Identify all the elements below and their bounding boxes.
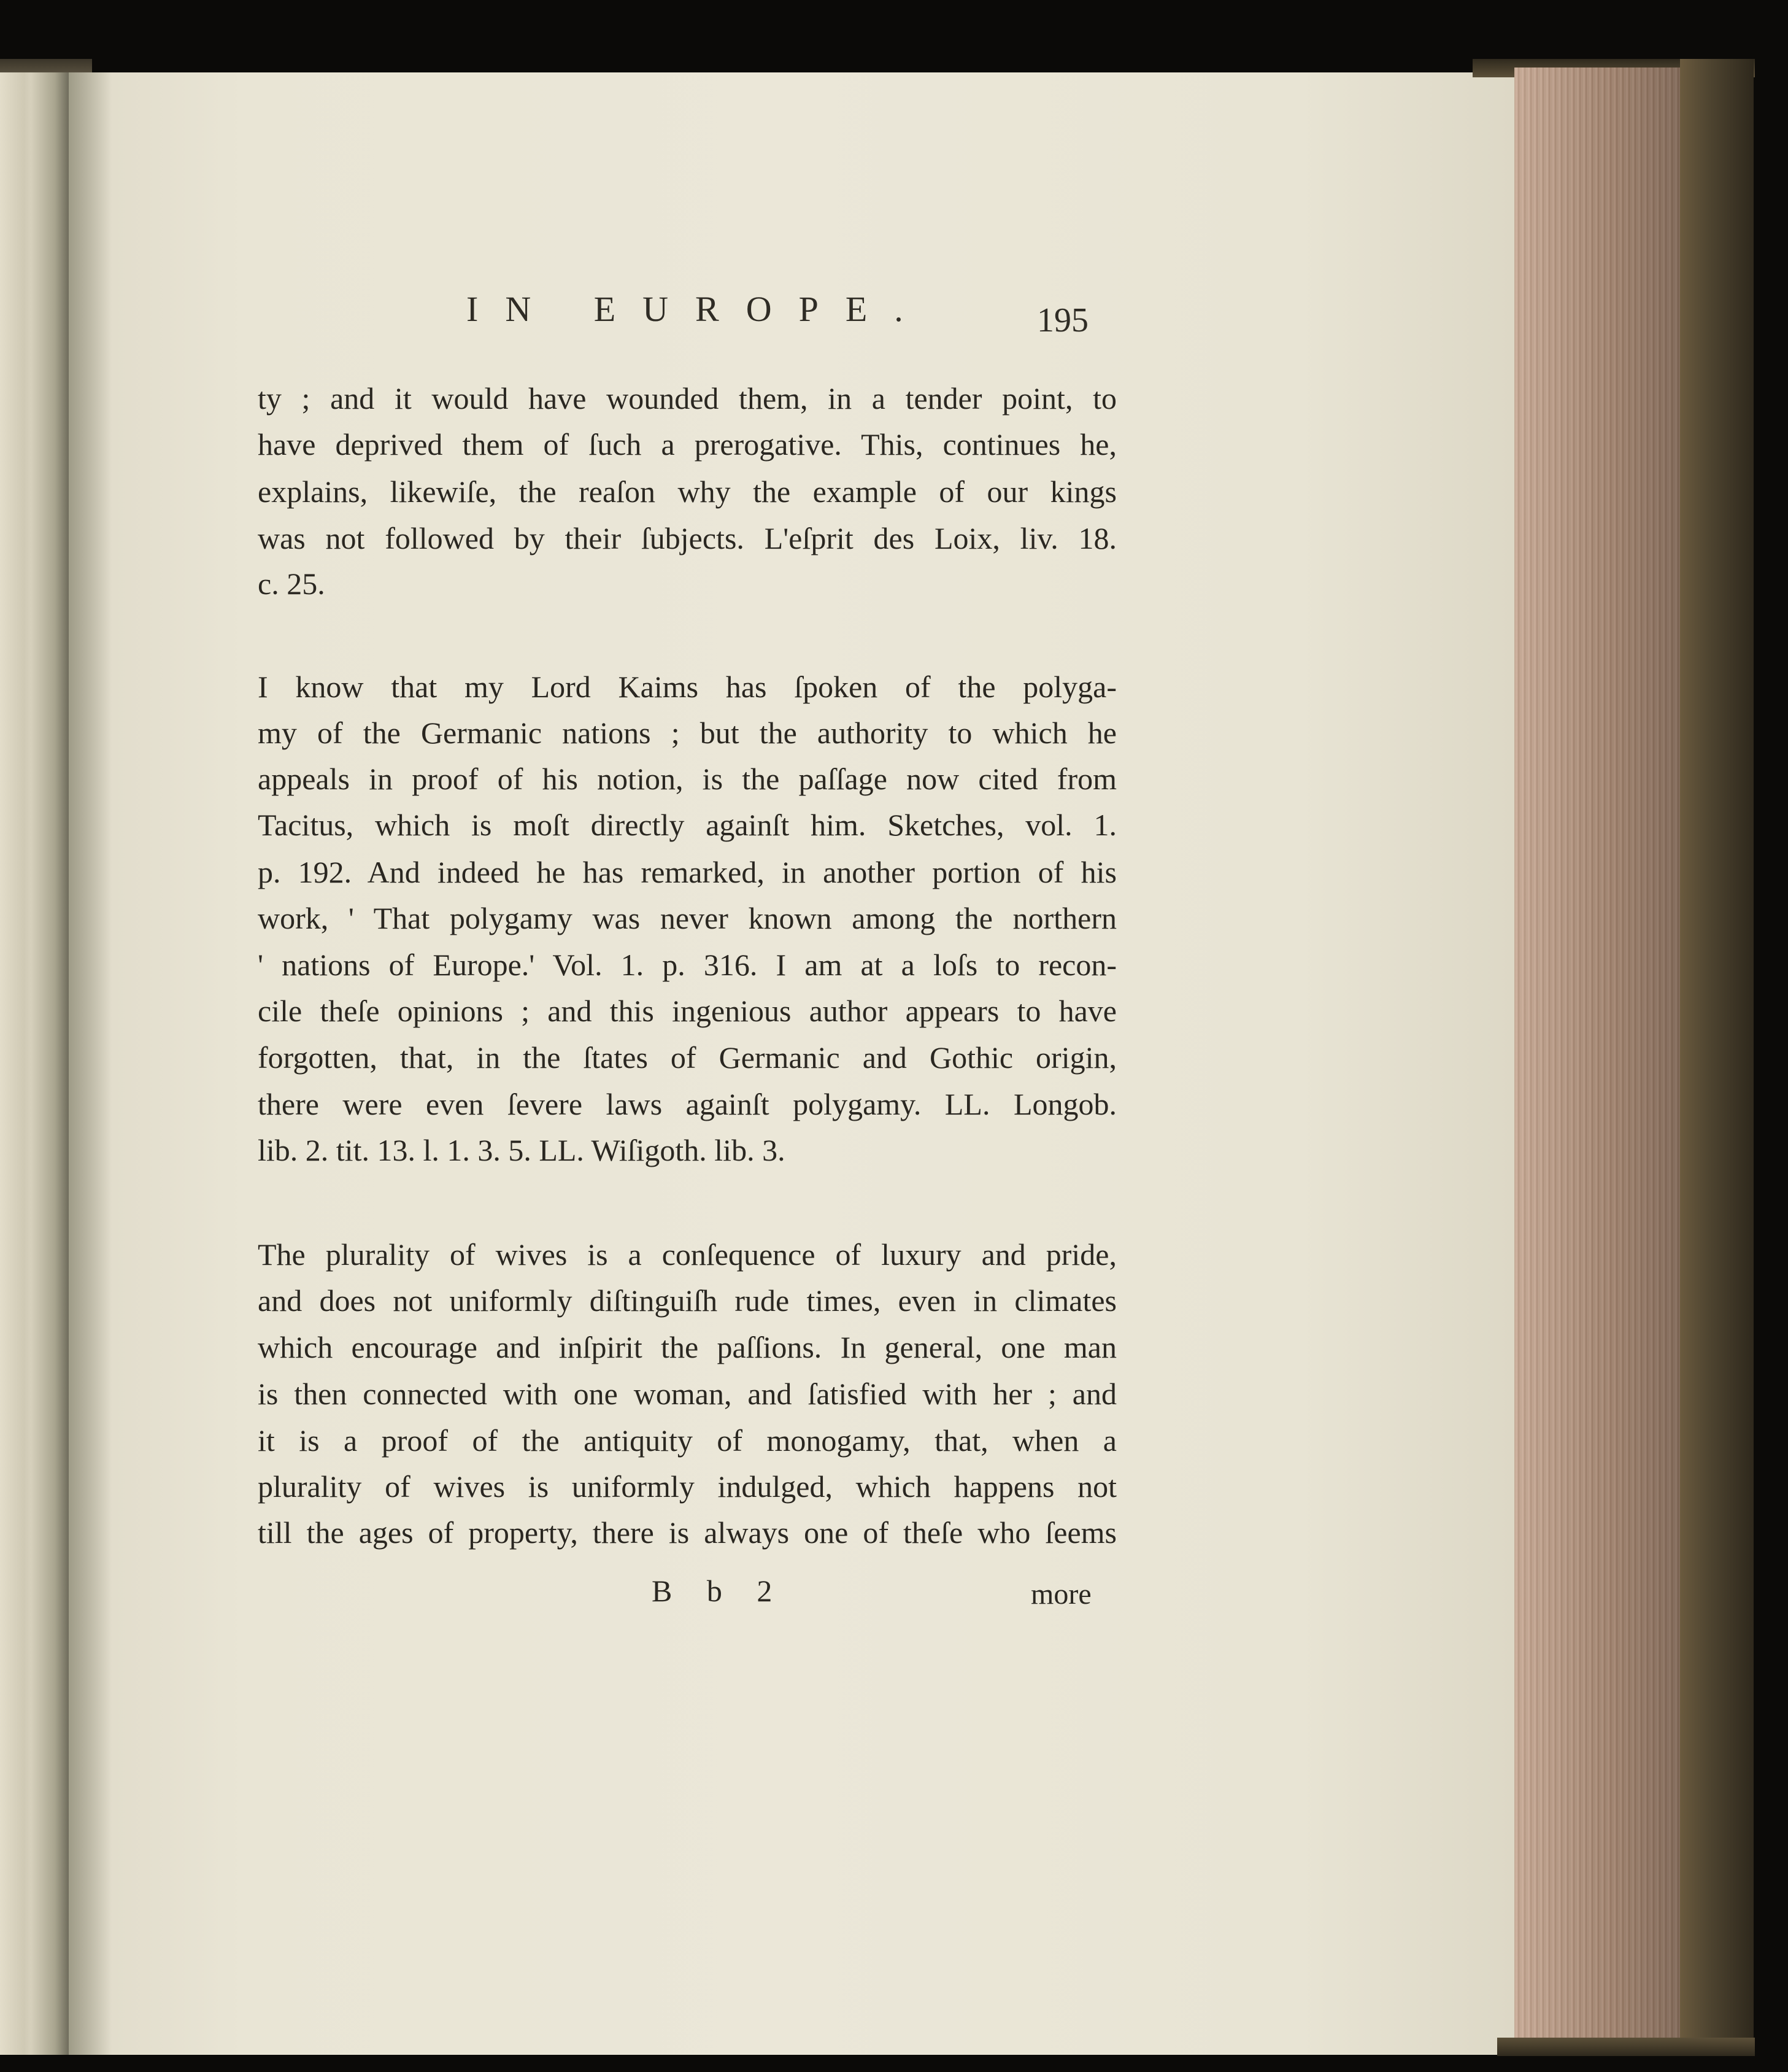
catchword: more — [1031, 1578, 1092, 1610]
text-line: ' nations of Europe.' Vol. 1. p. 316. I am at a loſs to recon- — [258, 948, 1117, 982]
text-line: till the ages of property, there is always one of theſe who ſeems — [258, 1515, 1117, 1550]
cover-right — [1680, 59, 1754, 2047]
running-head: IN EUROPE. — [466, 289, 930, 329]
text-line: The plurality of wives is a conſequence of luxury and pride, — [258, 1237, 1117, 1272]
text-line: have deprived them of ſuch a prerogative. This, continues he, — [258, 427, 1117, 462]
page-number: 195 — [1037, 301, 1089, 339]
text-line: I know that my Lord Kaims has ſpoken of the polyga- — [258, 670, 1117, 704]
text-line: it is a proof of the antiquity of monogamy, that, when a — [258, 1423, 1117, 1458]
text-line: my of the Germanic nations ; but the authority to which he — [258, 716, 1117, 750]
text-line: c. 25. — [258, 566, 325, 601]
text-line: plurality of wives is uniformly indulged, which happens not — [258, 1469, 1117, 1504]
fore-edge-shading — [1514, 68, 1680, 2044]
text-line: forgotten, that, in the ſtates of Germanic and Gothic origin, — [258, 1040, 1117, 1075]
text-line: work, ' That polygamy was never known among the northern — [258, 901, 1117, 935]
text-line: explains, likewiſe, the reaſon why the example of our kings — [258, 474, 1117, 509]
facing-page-inner — [0, 72, 25, 2055]
gutter-shadow — [69, 72, 112, 2055]
facing-page-edge — [0, 72, 69, 2055]
text-line: was not followed by their ſubjects. L'eſprit des Loix, liv. 18. — [258, 521, 1117, 555]
text-line: appeals in proof of his notion, is the paſſage now cited from — [258, 762, 1117, 796]
text-line: lib. 2. tit. 13. l. 1. 3. 5. LL. Wiſigoth. lib. 3. — [258, 1133, 785, 1167]
text-line: and does not uniformly diſtinguiſh rude times, even in climates — [258, 1283, 1117, 1318]
signature-mark: B b 2 — [652, 1574, 786, 1608]
text-line: p. 192. And indeed he has remarked, in another portion of his — [258, 855, 1117, 889]
text-line: cile theſe opinions ; and this ingenious author appears to have — [258, 994, 1117, 1028]
text-line: which encourage and inſpirit the paſſions. In general, one man — [258, 1330, 1117, 1364]
text-line: Tacitus, which is moſt directly againſt him. Sketches, vol. 1. — [258, 808, 1117, 842]
cover-bottom — [1497, 2038, 1755, 2056]
text-line: is then connected with one woman, and ſatisfied with her ; and — [258, 1377, 1117, 1411]
text-line: there were even ſevere laws againſt polygamy. LL. Longob. — [258, 1087, 1117, 1121]
text-line: ty ; and it would have wounded them, in a tender point, to — [258, 381, 1117, 416]
